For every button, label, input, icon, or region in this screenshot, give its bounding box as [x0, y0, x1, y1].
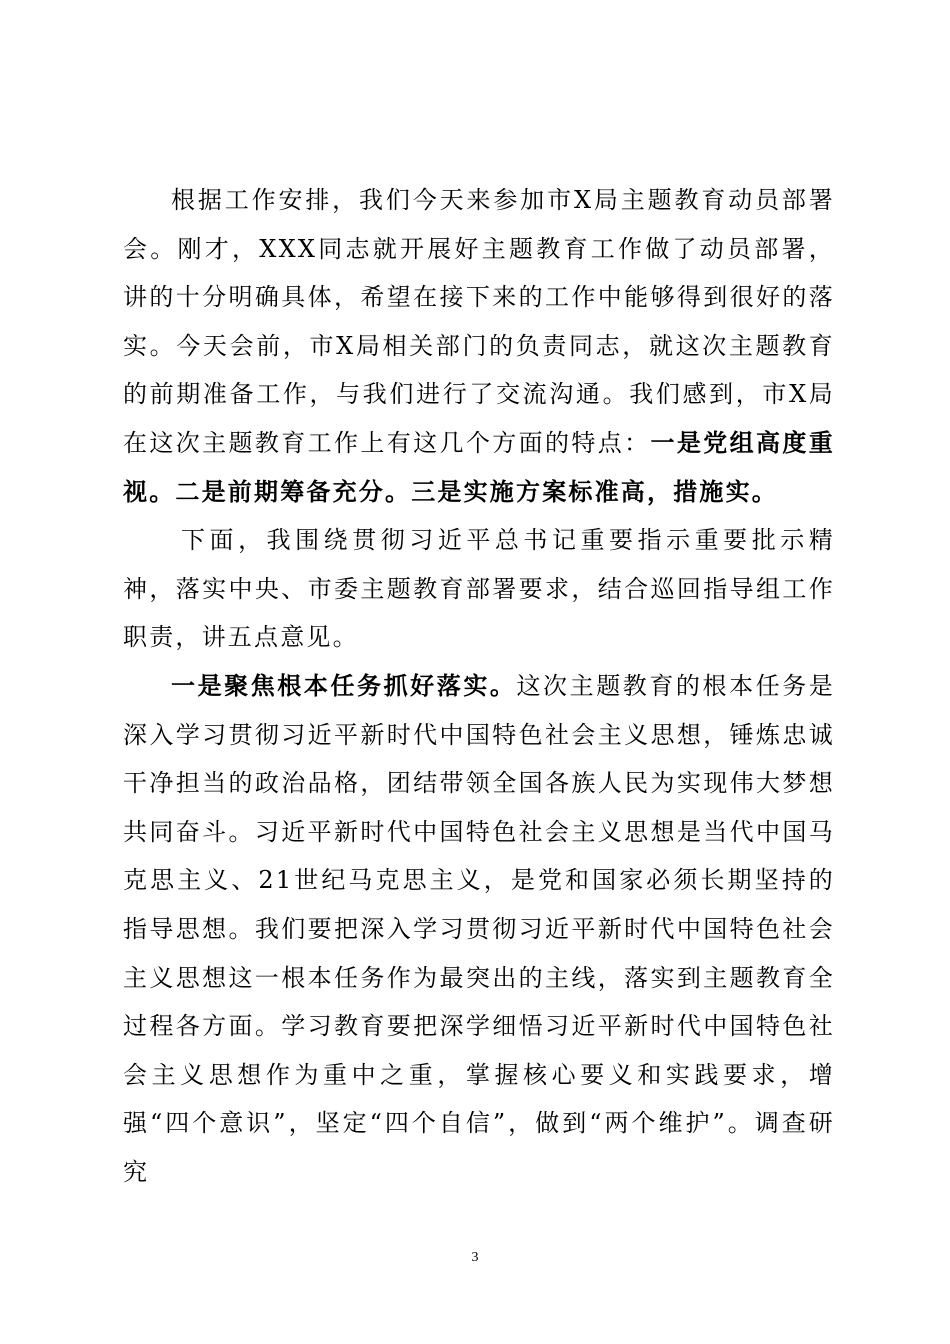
page-number: 3 — [471, 1250, 479, 1265]
document-body — [123, 176, 835, 1196]
paragraph-2 — [123, 516, 835, 662]
paragraph-1-text: 根据工作安排，我们今天来参加市X局主题教育动员部署会。刚才，XXX同志就开展好主题教育工作做了动员部署，讲的十分明确具体，希望在接下来的工作中能够得到很好的落实。今天会前，市X局相关部门的负责同志，就这次主题教育的前期准备工作，与我们进行了交流沟通。我们感到，市X局在这次主题教育工作上有这几个方面的特点： — [123, 186, 835, 457]
paragraph-2-text: 下面，我围绕贯彻习近平总书记重要指示重要批示精神，落实中央、市委主题教育部署要求，结合巡回指导组工作职责，讲五点意见。 — [123, 526, 835, 652]
paragraph-3 — [123, 662, 835, 1197]
paragraph-3-bold-lead: 一是聚焦根本任务抓好落实。 — [171, 670, 517, 700]
paragraph-3-text: 这次主题教育的根本任务是深入学习贯彻习近平新时代中国特色社会主义思想，锤炼忠诚干净担当的政治品格，团结带领全国各族人民为实现伟大梦想共同奋斗。习近平新时代中国特色社会主义思想是当代中国马克思主义、21世纪马克思主义，是党和国家必须长期坚持的指导思想。我们要把深入学习贯彻习近平新时代中国特色社会主义思想这一根本任务作为最突出的主线，落实到主题教育全过程各方面。学习教育要把深学细悟习近平新时代中国特色社会主义思想作为重中之重，掌握核心要义和实践要求，增强“四个意识”，坚定“四个自信”，做到“两个维护”。调查研究 — [123, 671, 835, 1186]
paragraph-1-bold-text: 一是党组高度重视。二是前期筹备充分。三是实施方案标准高，措施实。 — [123, 427, 836, 506]
paragraph-1 — [123, 176, 835, 516]
